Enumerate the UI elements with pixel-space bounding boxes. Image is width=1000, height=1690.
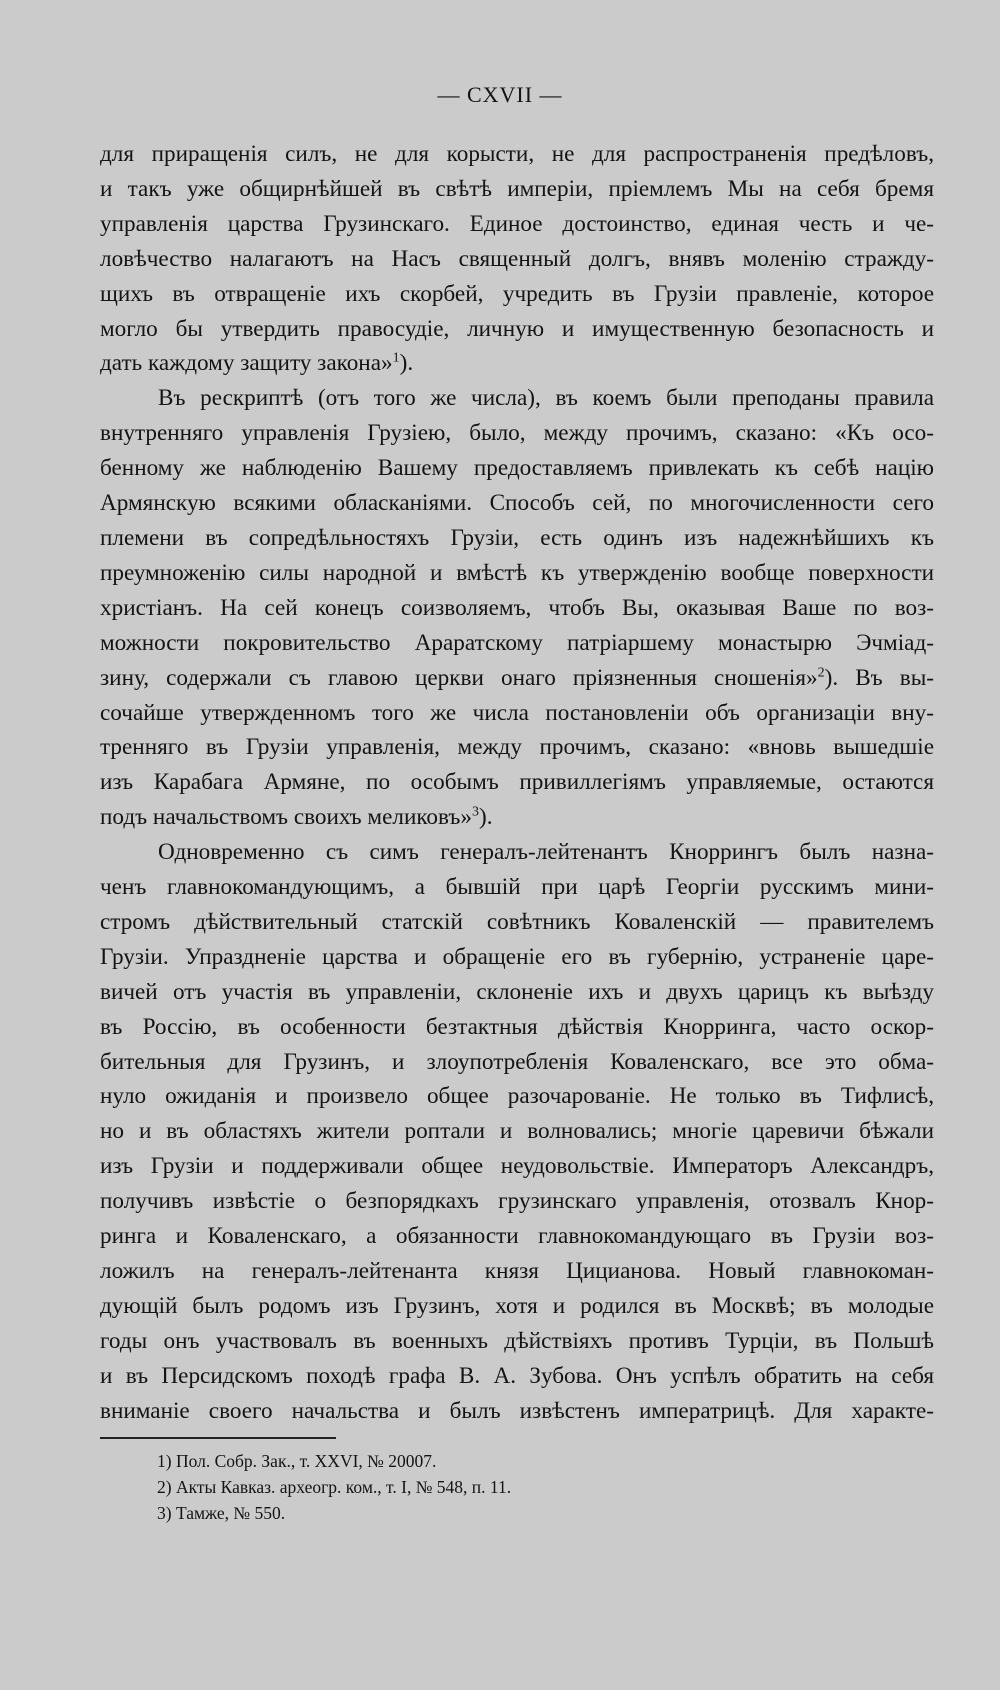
- text-line: но и въ областяхъ жители роптали и волновались; многіе царевичи бѣжали: [100, 1118, 934, 1145]
- text-line: [100, 661, 934, 696]
- text-line: сочайше утвержденномъ того же числа постановленіи объ организаціи вну-: [100, 699, 934, 726]
- text-line: племени въ сопредѣльностяхъ Грузіи, есть одинъ изъ надежнѣйшихъ къ: [100, 524, 934, 551]
- footnotes: [157, 1448, 857, 1526]
- text-line: стромъ дѣйствительный статскій совѣтникъ Коваленскій — правителемъ: [100, 908, 934, 935]
- text-line: получивъ извѣстіе о безпорядкахъ грузинскаго управленія, отозвалъ Кнор-: [100, 1188, 934, 1215]
- text-line: ловѣчество налагаютъ на Насъ священный долгъ, внявъ моленію стражду-: [100, 245, 934, 272]
- text-fragment: дать каждому защиту закона»: [100, 350, 393, 377]
- text-line: вниманіе своего начальства и былъ извѣстенъ императрицѣ. Для характе-: [100, 1397, 934, 1424]
- footnote-ref-1[interactable]: 1: [392, 350, 400, 366]
- text-line: для приращенія силъ, не для корысти, не для распространенія предѣловъ,: [100, 141, 934, 167]
- text-line: преумноженію силы народной и вмѣстѣ къ утвержденію вообще поверхности: [100, 559, 934, 586]
- text-line: дующій былъ родомъ изъ Грузинъ, хотя и родился въ Москвѣ; въ молодые: [100, 1292, 934, 1319]
- paragraph-1: [100, 137, 934, 381]
- text-line: годы онъ участвовалъ въ военныхъ дѣйствіяхъ противъ Турціи, въ Польшѣ: [100, 1327, 934, 1354]
- text-fragment: подъ начальствомъ своихъ меликовъ»: [100, 804, 472, 831]
- text-line: и въ Персидскомъ походѣ графа В. А. Зубова. Онъ успѣлъ обратить на себя: [100, 1362, 934, 1389]
- text-line: изъ Карабага Армяне, по особымъ привиллегіямъ управляемые, остаются: [100, 769, 934, 796]
- text-line: ченъ главнокомандующимъ, а бывшій при царѣ Георгіи русскимъ мини-: [100, 874, 934, 901]
- text-line: вичей отъ участія въ управленіи, склоненіе ихъ и двухъ царицъ къ выѣзду: [100, 978, 934, 1005]
- text-line: изъ Грузіи и поддерживали общее неудовольствіе. Императоръ Александръ,: [100, 1153, 934, 1180]
- text-line: и такъ уже общирнѣйшей въ свѣтѣ имперіи, пріемлемъ Мы на себя бремя: [100, 175, 934, 202]
- text-fragment: зину, содержали съ главою церкви онаго пріязненныя сношенія»: [100, 664, 818, 691]
- text-fragment: ). Въ вы-: [824, 664, 934, 691]
- footnote-2: 2) Акты Кавказ. археогр. ком., т. I, № 548, п. 11.: [157, 1477, 512, 1497]
- text-line: ринга и Коваленскаго, а обязанности главнокомандующаго въ Грузіи воз-: [100, 1223, 934, 1250]
- text-line: управленія царства Грузинскаго. Единое достоинство, единая честь и че-: [100, 210, 934, 237]
- text-line: ложилъ на генералъ-лейтенанта князя Цицианова. Новый главнокоман-: [100, 1258, 934, 1284]
- text-line: внутренняго управленія Грузіею, было, между прочимъ, сказано: «Къ осо-: [100, 420, 934, 447]
- footnote-3: 3) Тамже, № 550.: [157, 1503, 286, 1523]
- footnote-ref-2[interactable]: 2: [817, 664, 825, 680]
- text-line: можности покровительство Араратскому патріаршему монастырю Эчміад-: [100, 629, 934, 656]
- footnote-divider: [100, 1437, 336, 1439]
- text-line: Одновременно съ симъ генералъ-лейтенантъ Кноррингъ былъ назна-: [158, 839, 934, 866]
- text-line-last: [100, 800, 934, 835]
- text-line: въ Россію, въ особенности безтактныя дѣйствія Кнорринга, часто оскор-: [100, 1013, 934, 1040]
- text-fragment: ).: [478, 804, 493, 831]
- text-line: Грузіи. Упраздненіе царства и обращеніе его въ губернію, устраненіе царе-: [100, 943, 934, 970]
- text-line: Армянскую всякими обласканіями. Способъ сей, по многочисленности сего: [100, 490, 934, 517]
- text-line: бенному же наблюденію Вашему предоставляемъ привлекать къ себѣ націю: [100, 455, 934, 482]
- text-line: могло бы утвердить правосудіе, личную и имущественную безопасность и: [100, 315, 934, 342]
- text-line: тренняго въ Грузіи управленія, между прочимъ, сказано: «вновь вышедшіе: [100, 734, 934, 761]
- paragraph-3: [100, 835, 934, 1428]
- body-text: [100, 137, 934, 1429]
- text-fragment: ).: [399, 350, 414, 377]
- text-line: щихъ въ отвращеніе ихъ скорбей, учредить въ Грузіи правленіе, которое: [100, 280, 934, 307]
- text-line: Въ рескриптѣ (отъ того же числа), въ коемъ были преподаны правила: [158, 385, 934, 412]
- page-number: — CXVII —: [437, 82, 563, 107]
- paragraph-2: [100, 381, 934, 835]
- text-line: нуло ожиданія и произвело общее разочарованіе. Не только въ Тифлисѣ,: [100, 1083, 934, 1110]
- text-line: бительныя для Грузинъ, и злоупотребленія Коваленскаго, все это обма-: [100, 1048, 934, 1075]
- footnote-1: 1) Пол. Собр. Зак., т. XXVI, № 20007.: [157, 1451, 437, 1471]
- footnote-ref-3[interactable]: 3: [471, 804, 479, 820]
- text-line-last: [100, 346, 934, 381]
- text-line: христіанъ. На сей конецъ соизволяемъ, чтобъ Вы, оказывая Ваше по воз-: [100, 594, 934, 621]
